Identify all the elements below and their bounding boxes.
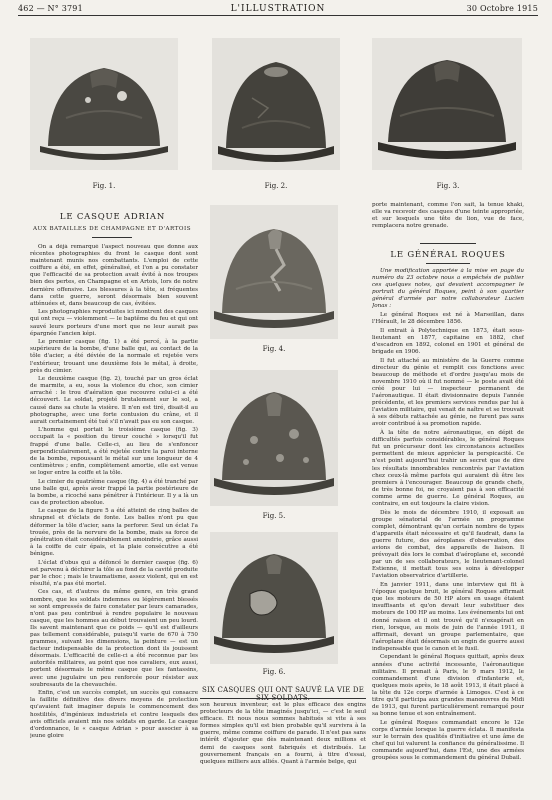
- figure-caption-3: Fig. 3.: [436, 182, 460, 190]
- helmet-photo-2: [212, 38, 340, 170]
- paragraph: Cependant le général Roques quittait, après deux années d'une activité incessante, l'aéronautique militaire. Il prenait à Paris, le 9 mars 1912, le commandement d'une division d'infanterie et, quelques mois après, le 18 août 1913, il était placé à la tête du 12e corps d'armée à Limoges. C'est à ce titre qu'il participa aux grandes manœuvres du Midi de 1913, qui furent particulièrement remarqué pour sa bonne tenue et son entraînement.: [372, 654, 524, 718]
- main-photo-caption: SIX CASQUES QUI ONT SAUVÉ LA VIE DE SIX SOLDATS.: [201, 686, 365, 702]
- article-body-roques: [372, 268, 524, 796]
- article-subtitle-casque: AUX BATAILLES DE CHAMPAGNE ET D'ARTOIS: [32, 226, 192, 232]
- intro-note: Une modification apportée à la mise en page du numéro du 23 octobre nous a empêchés de publier ces quelques notes, qui devaient accompagner le portrait du général Roques, peint à son quartier général d'armée par notre collaborateur Lucien Jonas :: [372, 268, 524, 310]
- paragraph: Le deuxième casque (fig. 2), touché par un gros éclat de marmite, a eu, sous la violence du choc, son cimier arraché : le trou d'aération que recouvre celui-ci a été découvert. Le soldat, projeté brutalement sur le sol, a causé dans sa chute la visière. Il n'en est tiré, disait-il au photographe, avec une forte contusion du crâne, et il aurait certainement été tué s'il n'avait pas eu son casque.: [30, 376, 198, 425]
- paragraph: À la tête de notre aéronautique, en dépit de difficultés parfois considérables, le général Roques fut un précurseur dont les circonstances actuelles permettent de mieux apprécier la perspicacité. Ce n'est point aujourd'hui trahir un secret que de dire les résultats innombrables rencontrés par l'aviation chez ceux-là même parfois qui auraient dû être les premiers à l'encourager. Beaucoup de grands chefs, de très bonne foi, ne croyaient pas à son efficacité comme arme de guerre. Le général Roques, au contraire, en eut toujours la claire vision.: [372, 430, 524, 507]
- paragraph: L'homme qui portait le troisième casque (fig. 3) occupait la « position du tireur couché » lorsqu'il fut frappé d'une balle. Celle-ci, au lieu de s'enfoncer perpendiculairement, a été rejetée contre la paroi interne de la bombe, repoussant le métal sur une longueur de 4 centimètres ; enfin, complètement amortie, elle est venue se loger entre la coiffe et la tôle.: [30, 427, 198, 476]
- helmet-image-1: [30, 38, 178, 170]
- article-body-center: [200, 702, 366, 796]
- helmet-image-5: [210, 370, 338, 506]
- paragraph: L'éclat d'obus qui a défoncé le dernier casque (fig. 6) est parvenu à déchirer la tôle au fond de la cavité produite par le choc ; mais le traumatisme, assez violent, qui en est résulté, n'a pas été mortel.: [30, 559, 198, 587]
- paragraph: Enfin, c'est un succès complet, un succès qui consacre la faillite définitive des divers moyens de protection qu'avaient fait imaginer depuis le commencement des hostilités, d'ingénieux industriels et contre lesquels des avis officiels avaient mis nos soldats en garde. Le casque d'ordonnance, le « casque Adrian » pour associer à sa jeune gloire: [30, 690, 198, 739]
- article-continuation-right: [372, 202, 524, 242]
- paragraph: Le général Roques commandait encore le 12e corps d'armée lorsque la guerre éclata. Il manifesta sur le terrain des qualités d'initiative et une âme de chef qui lui valurent la confiance du généralissime. Il commande aujourd'hui, dans l'Est, une des armées groupées sous le commandement du général Dubail.: [372, 719, 524, 762]
- paragraph: On a déjà remarqué l'aspect nouveau que donne aux récentes photographies du front le casque dont sont maintenant munis nos combattants. L'emploi de cette coiffure a été, en effet, généralisé, et l'on a pu constater que l'efficacité de sa protection avait évité à nos troupes bien des pertes, en Champagne et en Artois, lors de notre dernière offensive. Les blessures à la tête, si fréquentes dans cette guerre, seront désormais bien souvent atténuées et, dans beaucoup de cas, évitées.: [30, 244, 198, 307]
- paragraph: Le casque de la figure 5 a été atteint de cinq balles de shrapnel et d'éclats de fonte. Les balles n'ont pu que déformer la tôle d'acier, sans la perforer. Seul un éclat l'a trouée, près de la nervure de la bombe, mais sa force de pénétration était considérablement amoindrie, grâce aussi à la coiffe de cuir épais, et la plaie consécutive a été bénigne.: [30, 508, 198, 557]
- paragraph: Dès le mois de décembre 1910, il exposait au groupe sénatorial de l'armée un programme complet, démontrant qu'un certain nombre de types d'appareils était nécessaire et qu'il faudrait, dans la guerre future, des aéroplanes d'observation, des avions de combat, des appareils de liaison. Il prévoyait dès lors le combat d'aéroplane et, secondé par un de ses collaborateurs, le lieutenant-colonel Estienne, il mettait tous ses soins à développer l'aviation observatrice d'artillerie.: [372, 509, 524, 580]
- helmet-image-4: [210, 205, 338, 339]
- helmet-photo-3: [372, 38, 522, 170]
- article-title-roques: LE GÉNÉRAL ROQUES: [390, 250, 506, 260]
- helmet-image-6: [210, 532, 338, 664]
- title-rule: [92, 237, 132, 238]
- helmet-photo-5: [210, 370, 338, 506]
- paragraph: Il entrait à Polytechnique en 1873, était sous-lieutenant en 1877, capitaine en 1882, chef d'escadron en 1892, colonel en 1901 et général de brigade en 1906.: [372, 327, 524, 356]
- figure-caption-5: Fig. 5.: [262, 512, 286, 520]
- figure-caption-4: Fig. 4.: [262, 345, 286, 353]
- helmet-image-3: [372, 38, 522, 170]
- helmet-image-2: [212, 38, 340, 170]
- masthead: L'ILLUSTRATION: [230, 4, 326, 14]
- figure-caption-1: Fig. 1.: [92, 182, 116, 190]
- paragraph: Le cimier du quatrième casque (fig. 4) a été tranché par une balle qui, après avoir frappé la partie postérieure de la bombe, a ricoché sans pénétrer à l'intérieur. Il y a là un cas de protection absolue.: [30, 478, 198, 506]
- helmet-photo-4: [210, 205, 338, 339]
- article-body-casque: [30, 244, 198, 794]
- page-number: 462 — N° 3791: [18, 4, 83, 13]
- paragraph: son heureux inventeur, est le plus efficace des engins protecteurs de la tête imaginés jusqu'ici, — c'est le seul efficace. Et nous nous sommes habitués si vite à ses formes simples qu'il est bien probable qu'il survivra à la guerre, même comme coiffure de parade. Il n'est pas sans intérêt d'ajouter que dès maintenant deux millions et demi de casques sont fabriqués et distribués. Le gouvernement français en a fourni, à titre d'essai, quelques milliers aux alliés. Quant à l'armée belge, qui: [200, 702, 366, 765]
- issue-date: 30 Octobre 1915: [466, 4, 538, 13]
- paragraph: Ces cas, et d'autres du même genre, en très grand nombre, que les soldats indemnes ou légèrement blessés se sont empressés de faire constater par leurs camarades, n'ont pas peu contribué à rendre populaire le nouveau casque, que les hommes au début trouvaient un peu lourd. Ils savent maintenant que ce poids — qu'il est d'ailleurs pas tellement considérable, puisqu'il varie de 670 à 750 grammes, suivant les dimensions, la peinture — est un facteur indispensable de la protection dont ils jouissent désormais. L'efficacité de celle-ci a été reconnue par les autorités militaires, au point que nos cavaliers, eux aussi, portent désormais le même casque que les fantassins, avec une jugulaire un peu renforcée pour résister aux soubresauts de la chevauchée.: [30, 589, 198, 688]
- paragraph: Le général Roques est né à Marseillan, dans l'Hérault, le 28 décembre 1856.: [372, 312, 524, 326]
- helmet-photo-6: [210, 532, 338, 664]
- figure-caption-2: Fig. 2.: [264, 182, 288, 190]
- paragraph: En janvier 1911, dans une interview qui fit à l'époque quelque bruit, le général Roques affirmait que les moteurs de 50 HP alors en usage étaient insuffisants et qu'on devait leur substituer des moteurs de 100 HP au moins. Les événements lui ont donné raison et il ont trouvé qu'il n'exagérait en rien, lorsque, au mois de juin de l'année 1911, il affirmait, devant un groupe parlementaire, que l'aéroplane était désormais un engin de guerre aussi indispensable que le canon et le fusil.: [372, 582, 524, 652]
- section-rule-bottom: [426, 263, 470, 264]
- figure-caption-6: Fig. 6.: [262, 668, 286, 676]
- paragraph: Le premier casque (fig. 1) a été percé, à la partie supérieure de la bombe, d'une balle qui, au contact de la tôle d'acier, a été déviée de la normale et rejetée vers l'extérieur, trouant une deuxième fois le métal, à droite, près du cimier.: [30, 339, 198, 374]
- article-title-casque: LE CASQUE ADRIAN: [59, 212, 166, 222]
- section-rule-top: [420, 243, 476, 244]
- paragraph: porte maintenant, comme l'on sait, la tenue khaki, elle va recevoir des casques d'une teinte appropriée, et sur lesquels une tête de lion, vue de face, remplacera notre grenade.: [372, 202, 524, 230]
- paragraph: Il fut attaché au ministère de la Guerre comme directeur du génie et remplit ces fonctions avec beaucoup de méthode et d'ordre jusqu'au mois de novembre 1910 où il fut nommé — le poste avait été créé pour lui — inspecteur permanent de l'aéronautique. Il était divisionnaire depuis l'année précédente, et les premiers services rendus par lui à l'aviation militaire, qui venait de naître et se trouvait à ses débuts rattachée au génie, ne furent pas sans avoir contribué à sa promotion rapide.: [372, 357, 524, 428]
- helmet-photo-1: [30, 38, 178, 170]
- paragraph: Les photographies reproduites ici montrent des casques qui ont reçu — violemment — le baptême du feu et qui ont sauvé leurs porteurs d'une mort que ne leur aurait pas épargnée l'ancien képi.: [30, 309, 198, 337]
- header-rule: [18, 15, 538, 16]
- caption-rule: [200, 698, 366, 699]
